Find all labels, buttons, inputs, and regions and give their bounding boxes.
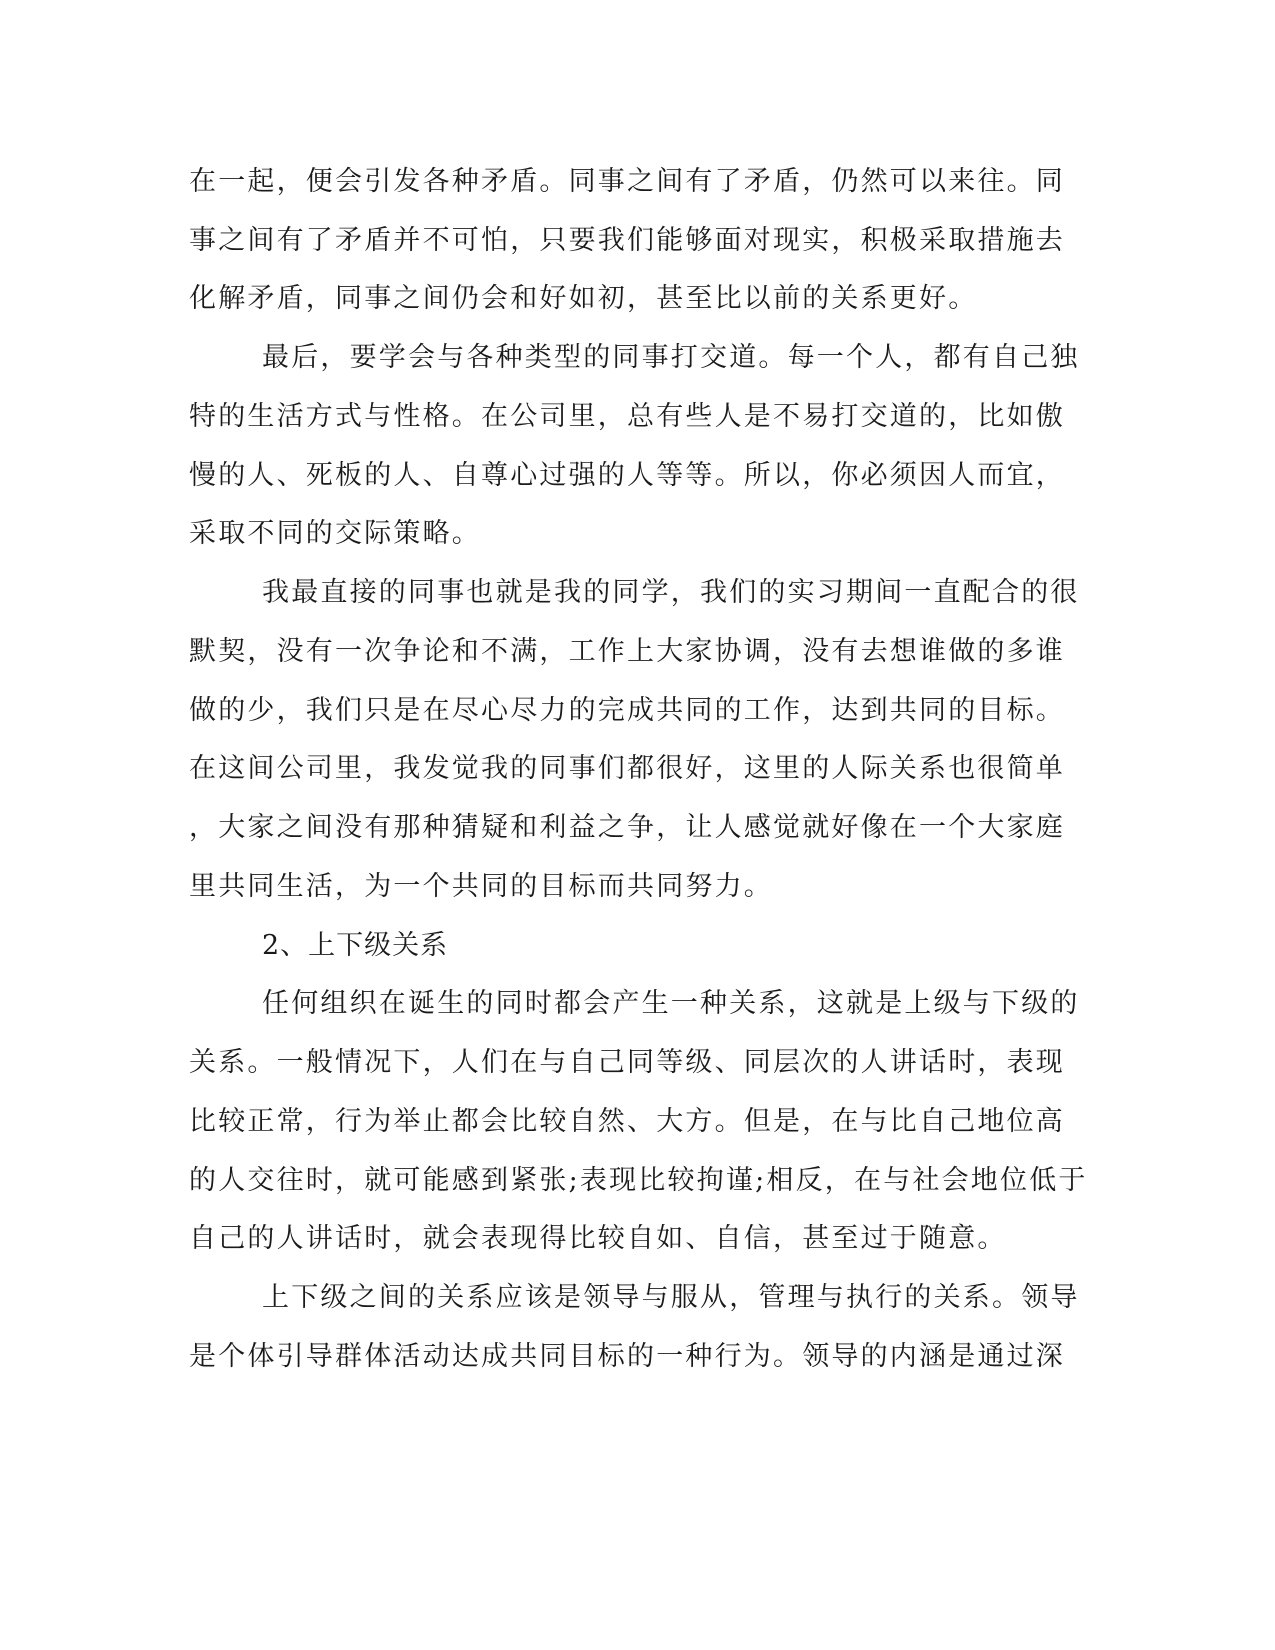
text-line: 在这间公司里，我发觉我的同事们都很好，这里的人际关系也很简单 bbox=[189, 753, 1065, 784]
text-line: 化解矛盾，同事之间仍会和好如初，甚至比以前的关系更好。 bbox=[189, 283, 978, 314]
text-line: 自己的人讲话时，就会表现得比较自如、自信，甚至过于随意。 bbox=[189, 1223, 1007, 1254]
text-line: 采取不同的交际策略。 bbox=[189, 518, 481, 549]
text-line: 在一起，便会引发各种矛盾。同事之间有了矛盾，仍然可以来往。同 bbox=[189, 166, 1065, 197]
text-line: 关系。一般情况下，人们在与自己同等级、同层次的人讲话时，表现 bbox=[189, 1047, 1065, 1078]
text-line: 的人交往时，就可能感到紧张;表现比较拘谨;相反，在与社会地位低于 bbox=[189, 1165, 1088, 1196]
section-heading: 2、上下级关系 bbox=[262, 930, 449, 961]
text-line: 做的少，我们只是在尽心尽力的完成共同的工作，达到共同的目标。 bbox=[189, 695, 1065, 726]
text-line: ，大家之间没有那种猜疑和利益之争，让人感觉就好像在一个大家庭 bbox=[189, 812, 1065, 843]
paragraph-first-line: 任何组织在诞生的同时都会产生一种关系，这就是上级与下级的 bbox=[262, 988, 1080, 1019]
text-line: 慢的人、死板的人、自尊心过强的人等等。所以，你必须因人而宜， bbox=[189, 460, 1065, 491]
text-line: 事之间有了矛盾并不可怕，只要我们能够面对现实，积极采取措施去 bbox=[189, 225, 1065, 256]
text-line: 特的生活方式与性格。在公司里，总有些人是不易打交道的，比如傲 bbox=[189, 401, 1065, 432]
text-line: 默契，没有一次争论和不满，工作上大家协调，没有去想谁做的多谁 bbox=[189, 636, 1065, 667]
text-line: 比较正常，行为举止都会比较自然、大方。但是，在与比自己地位高 bbox=[189, 1106, 1065, 1137]
paragraph-first-line: 我最直接的同事也就是我的同学，我们的实习期间一直配合的很 bbox=[262, 577, 1080, 608]
paragraph-first-line: 最后，要学会与各种类型的同事打交道。每一个人，都有自己独 bbox=[262, 342, 1080, 373]
text-line: 里共同生活，为一个共同的目标而共同努力。 bbox=[189, 871, 773, 902]
paragraph-first-line: 上下级之间的关系应该是领导与服从，管理与执行的关系。领导 bbox=[262, 1282, 1080, 1313]
text-line: 是个体引导群体活动达成共同目标的一种行为。领导的内涵是通过深 bbox=[189, 1341, 1065, 1372]
